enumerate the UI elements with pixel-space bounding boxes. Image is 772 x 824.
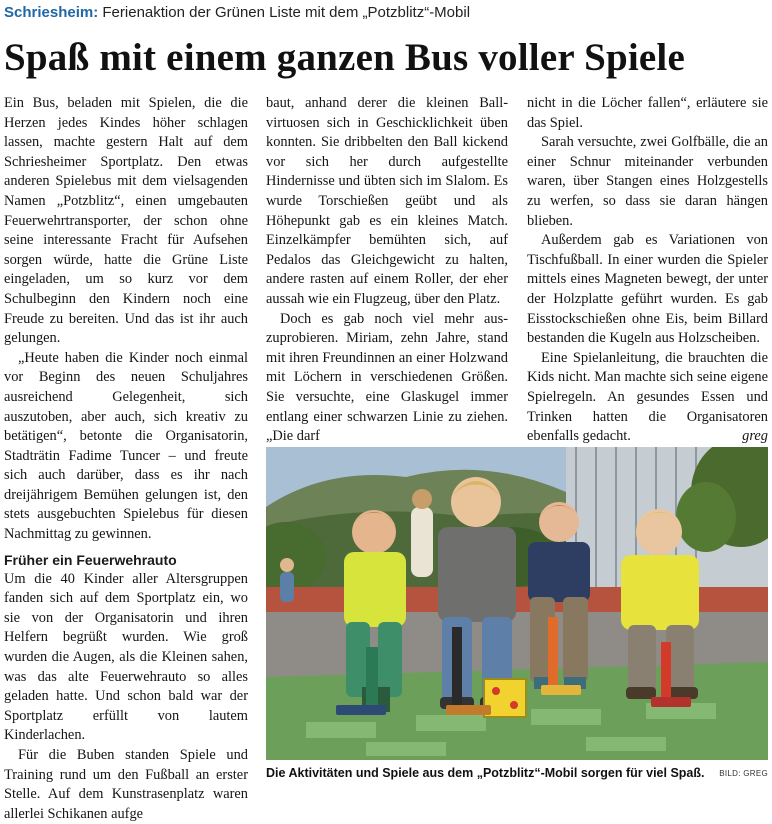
paragraph: baut, anhand derer die kleinen Ballvirtuosen sich in Geschicklichkeit üben konnten. Sie dribbelten den Ball kickend vor sich her durch aufgestellte Hindernisse und übten sich im Slalom. Es wurde Torschießen geübt und als Höhepunkt gab es ein kleines Match. Einzelkämpfer bemühten sich, auf Pedalos das Gleichgewicht zu halten, andere rasten auf einem Roller, der eher aussah wie ein Flugzeug, über den Platz.: [266, 95, 508, 307]
article-column-2: [266, 94, 508, 447]
kicker-subline: Ferienaktion der Grünen Liste mit dem „Potzblitz“-Mobil: [102, 4, 471, 21]
paragraph: Außerdem gab es Variationen von Tischfußball. In einer wurden die Spieler mittels eines Magneten bewegt, der unter der Holzplatte geführt wurden. Es gab Eisstockschießen ohne Eis, beim Billard bestanden die Kugeln aus Holzscheiben.: [527, 232, 768, 347]
article-headline: Spaß mit einem ganzen Bus voller Spiele: [4, 36, 685, 79]
kicker-location: Schriesheim:: [4, 4, 99, 21]
kids-playing-photo: [266, 447, 768, 760]
photo-caption: [266, 764, 768, 782]
article-column-1: [4, 94, 248, 824]
photo-credit: BILD: GREG: [719, 769, 768, 778]
paragraph: Ein Bus, beladen mit Spielen, die die Herzen jedes Kindes höher schlagen lassen, machte gestern Halt auf dem Schriesheimer Sportplatz. Den etwas anderen Spielebus mit dem vielsagenden Namen „Potzblitz“, einen umgebauten Feuerwehrtransporter, der schon ohne seine interessante Fracht für Aufsehen sorgen würde, hatte die Grüne Liste eingeladen, um so kurz vor dem Schulbeginn den Kindern noch eine Freude zu bereiten. Und das ist ihr auch gelungen.: [4, 95, 248, 347]
caption-text: Die Aktivitäten und Spiele aus dem „Potzblitz“-Mobil sorgen für viel Spaß.: [266, 766, 705, 780]
paragraph: Sarah versuchte, zwei Golfbälle, die an einer Schnur miteinander verbunden waren, über Stangen eines Holzgestells zu werfen, so dass sie daran hängen blieben.: [527, 134, 768, 229]
article-photo: [266, 447, 768, 760]
paragraph: nicht in die Löcher fallen“, erläutere sie das Spiel.: [527, 95, 768, 131]
paragraph: Für die Buben standen Spiele und Training rund um den Fußball an erster Stelle. Auf dem Kunstrasenplatz waren allerlei Schikanen aufge: [4, 747, 248, 822]
author-initials: greg: [742, 428, 768, 445]
paragraph: Doch es gab noch viel mehr auszuprobieren. Miriam, zehn Jahre, stand mit ihren Freundinnen an einer Holzwand mit Löchern in verschiedenen Größen. Sie versuchte, eine Glaskugel immer entlang einer schwarzen Linie zu ziehen. „Die darf: [266, 310, 508, 445]
article-column-3: [527, 94, 768, 447]
paragraph: „Heute haben die Kinder noch einmal vor Beginn des neuen Schuljahres ausreichend Gelegenheit, sich auszutoben, aber auch, sich kreativ zu betätigen“, betonte die Organisatorin, Stadträtin Fadime Tuncer – und freute sich auch darüber, dass es ihr nach dreijährigem Bemühen gelungen ist, den stets ausgebuchten Spielebus für diesen Nachmittag zu gewinnen.: [4, 349, 248, 543]
paragraph: [527, 349, 768, 447]
article-kicker: [4, 4, 768, 22]
paragraph: Um die 40 Kinder aller Altersgruppen fanden sich auf dem Sportplatz ein, wo sie von der Organisatorin und ihren Helfern begrüßt wurden. Wie groß wurden die Augen, als die Kleinen sahen, was das alte Feuerwehrauto so alles geladen hatte. Und schon bald war der Sportplatz erfüllt von lautem Kinderlachen.: [4, 570, 248, 744]
paragraph-text: Eine Spielanleitung, die brauchten die Kids nicht. Man machte sich seine eigene Spielregeln. An gesundes Essen und Trinken hatten die Organisatoren ebenfalls gedacht.: [527, 349, 768, 445]
article-subheading: Früher ein Feuerwehrauto: [4, 551, 177, 568]
